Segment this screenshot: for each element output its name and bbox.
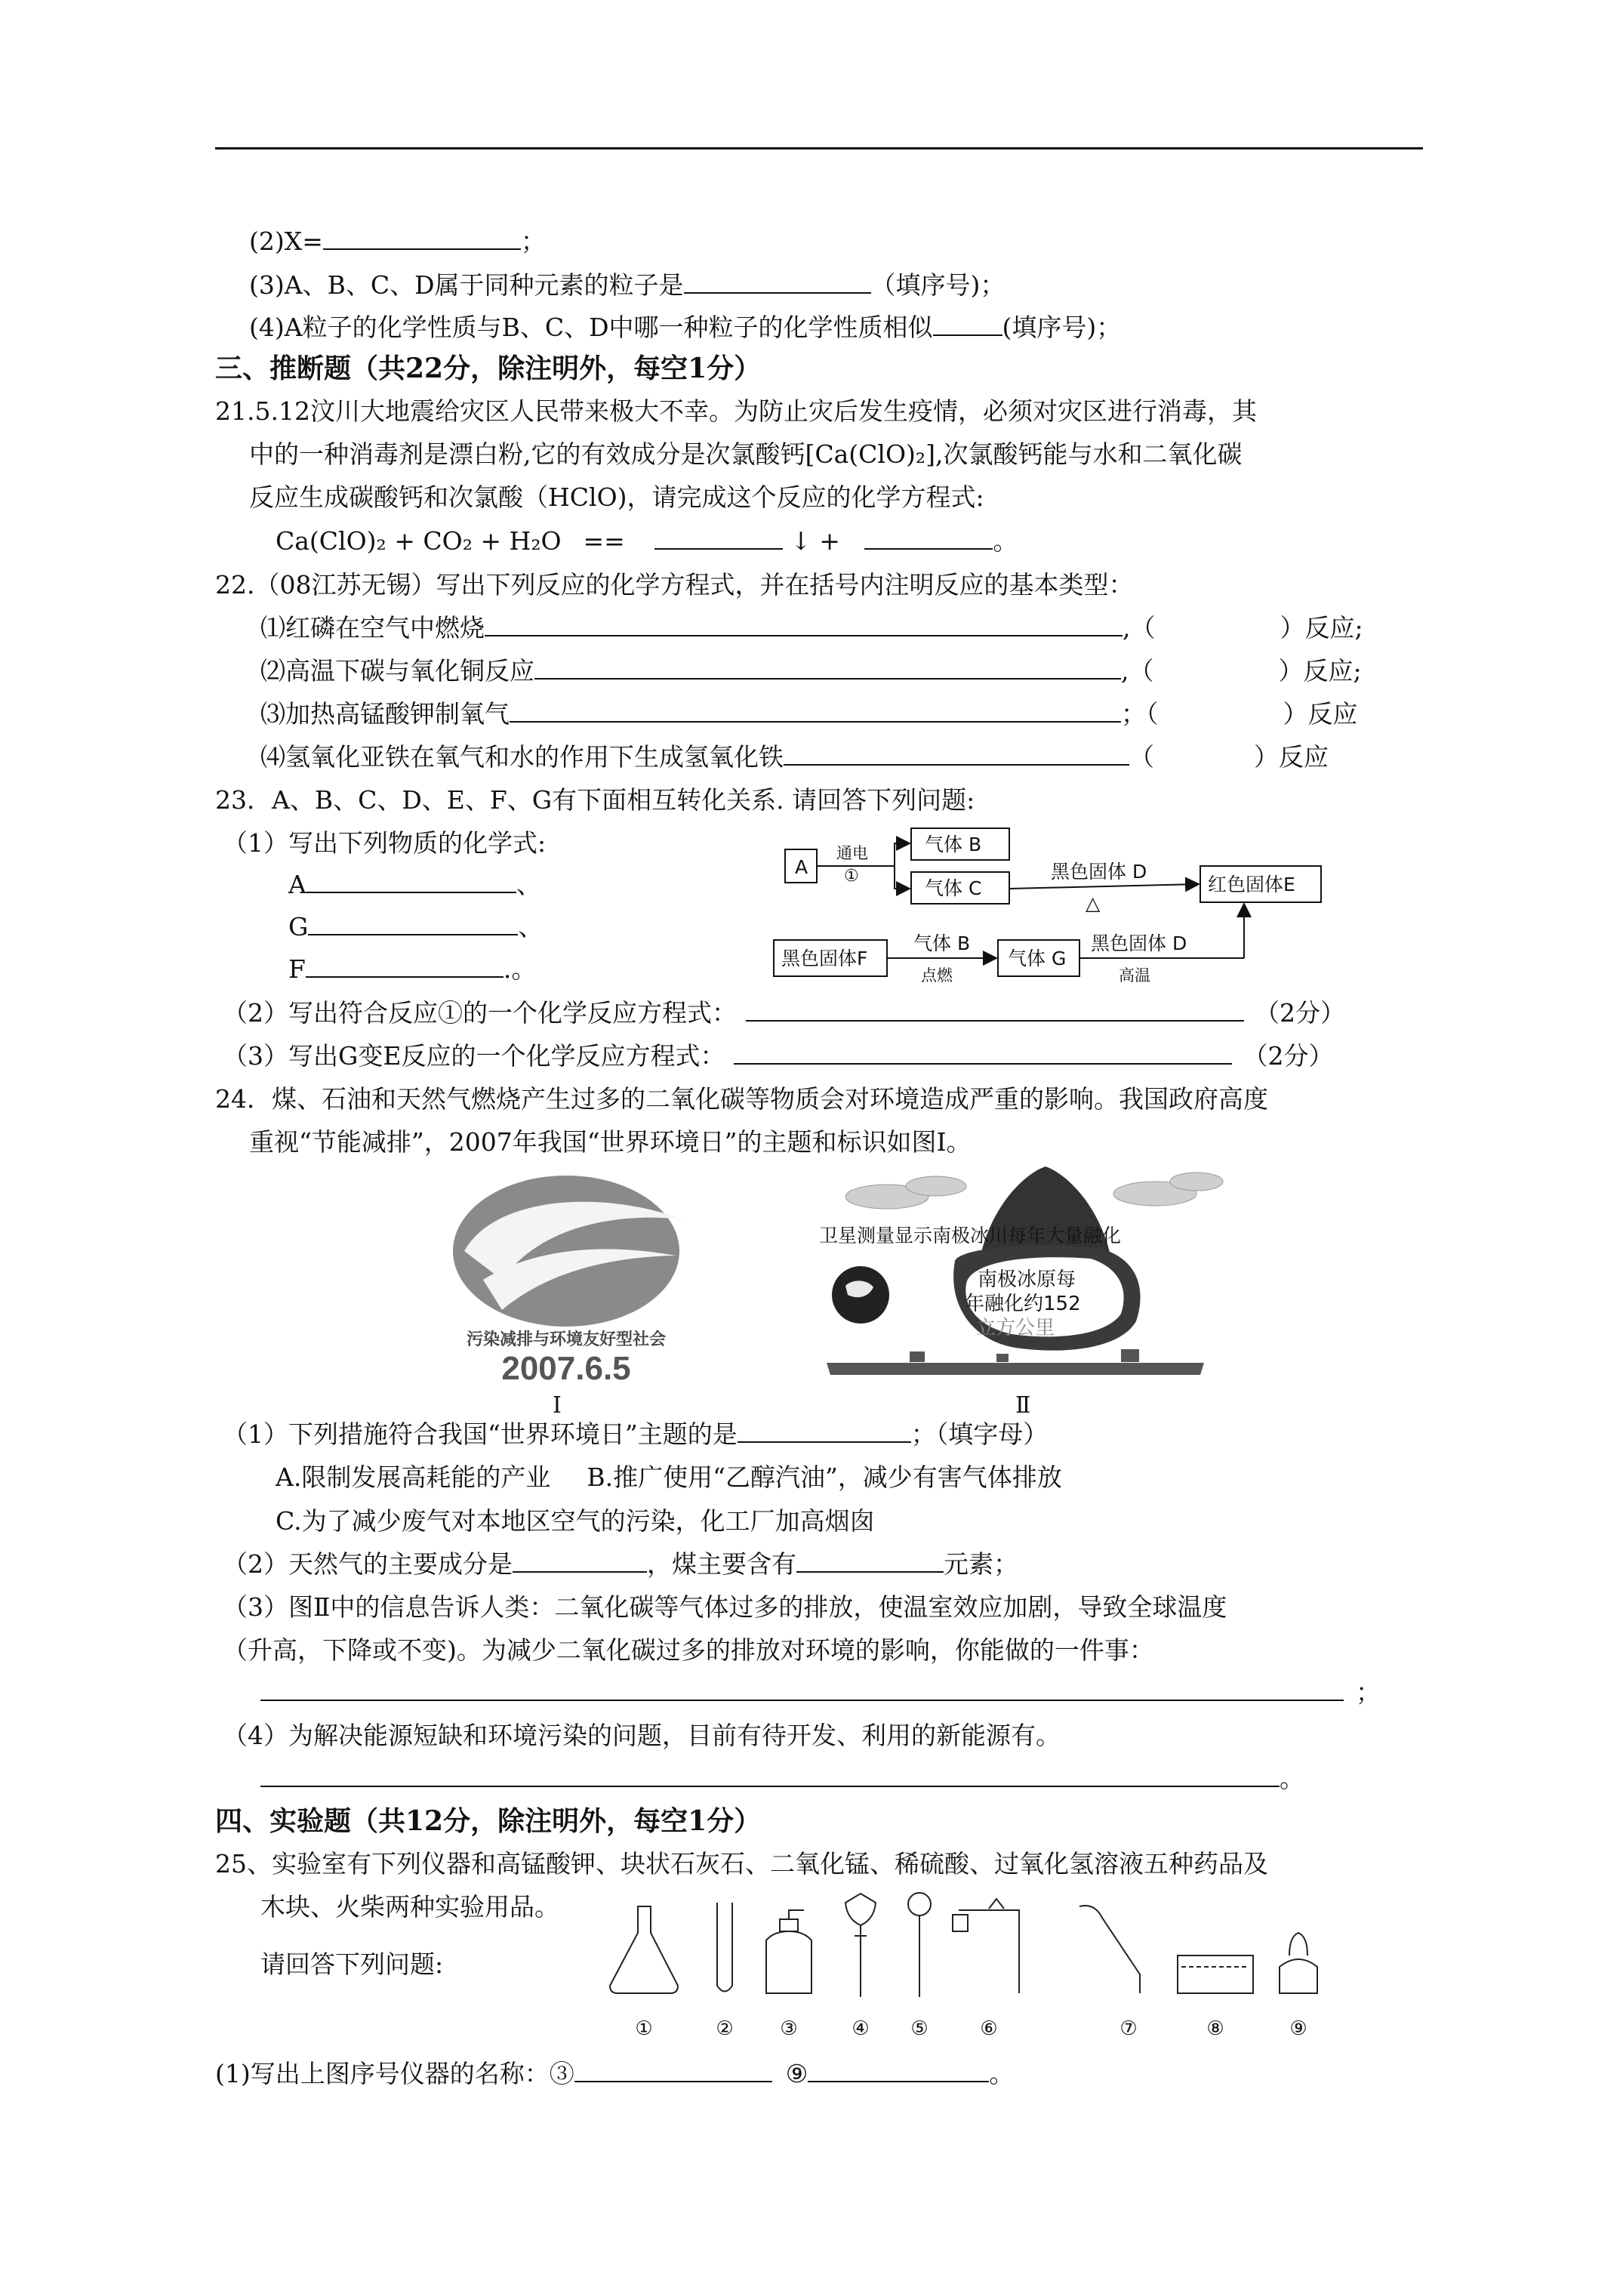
apparatus-number-3: ③: [780, 2017, 798, 2040]
q23-part3-score: （2分）: [1243, 1041, 1334, 1071]
q23-part3-blank[interactable]: [734, 1040, 1232, 1065]
long-neck-funnel-icon: [908, 1893, 931, 1915]
q23-formula-a: [288, 868, 541, 901]
q25-part1-end: 。: [989, 2059, 1015, 2088]
fig2-caption-text: 卫星测量显示南极冰川每年大量融化: [819, 1225, 1122, 1247]
q22-item-2-label: ⑵高温下碳与氧化铜反应: [260, 656, 534, 686]
q24-part1: [223, 1418, 1048, 1451]
q22-item-2-blank[interactable]: [534, 655, 1121, 680]
diagram-circle1-text: ①: [844, 867, 859, 886]
q23-part2-label: （2）写出符合反应①的一个化学反应方程式：: [223, 998, 737, 1028]
q21-blank-2[interactable]: [864, 525, 993, 550]
apparatus-number-1: ①: [635, 2017, 653, 2040]
q23-intro: 23．A、B、C、D、E、F、G有下面相互转化关系. 请回答下列问题:: [215, 785, 975, 815]
diagram-gas-b2-text: 气体 B: [913, 932, 971, 954]
q23-part3: [223, 1040, 1333, 1073]
q24-part4-end: 。: [1280, 1764, 1304, 1793]
q22-item-4-label: ⑷氢氧化亚铁在氧气和水的作用下生成氢氧化铁: [260, 742, 784, 772]
q24-part2: [223, 1548, 1018, 1581]
q23-formula-g-blank[interactable]: [308, 911, 518, 935]
conical-flask-icon: [610, 1906, 678, 1993]
q24-part2-blank-2[interactable]: [796, 1549, 944, 1573]
q24-option-b-text: B.推广使用“乙醇汽油”，减少有害气体排放: [587, 1462, 1062, 1492]
q24-part2-label: （2）天然气的主要成分是: [223, 1549, 513, 1579]
q23-formula-g: [288, 911, 543, 944]
diagram-gas-b-text: 气体 B: [925, 834, 982, 855]
q22-item-1: [260, 612, 1363, 645]
q24-part4: （4）为解决能源短缺和环境污染的问题，目前有待开发、利用的新能源有。: [223, 1721, 1061, 1750]
apparatus-number-4: ④: [852, 2017, 870, 2040]
q21-eq-left: Ca(ClO)₂ + CO₂ + H₂O: [276, 526, 562, 556]
apparatus-number-9: ⑨: [1289, 2017, 1307, 2040]
q24-part3-end: ；: [1356, 1678, 1381, 1707]
fig2-inner-line3: 立方公里: [976, 1317, 1055, 1339]
q22-item-2-end: ,（ ）反应;: [1121, 656, 1362, 686]
q21-eq-end: 。: [993, 526, 1018, 556]
q24-part3-line1: （3）图Ⅱ中的信息告诉人类：二氧化碳等气体过多的排放，使温室效应加剧，导致全球温度: [223, 1592, 1227, 1622]
figure-label-2: Ⅱ: [1015, 1392, 1031, 1419]
apparatus-number-2: ②: [716, 2017, 734, 2040]
q24-part3-line2: （升高，下降或不变)。为减少二氧化碳过多的排放对环境的影响，你能做的一件事：: [223, 1635, 1154, 1665]
q25-line3: 请回答下列问题:: [260, 1949, 444, 1979]
q20-part2-label: (2)X=: [249, 227, 323, 256]
diagram-high-temp-text: 高温: [1119, 966, 1150, 985]
q24-part4-blank[interactable]: [260, 1763, 1280, 1787]
q23-formula-a-blank[interactable]: [306, 869, 516, 893]
q23-formula-f-blank[interactable]: [306, 954, 504, 978]
apparatus-number-5: ⑤: [910, 2017, 929, 2040]
q20-part4-label: (4)A粒子的化学性质与B、C、D中哪一种粒子的化学性质相似: [249, 313, 933, 342]
separatory-funnel-icon: [845, 1894, 876, 1925]
q24-line1: 24．煤、石油和天然气燃烧产生过多的二氧化碳等物质会对环境造成严重的影响。我国政府高度: [215, 1084, 1268, 1114]
q20-part3-label: (3)A、B、C、D属于同种元素的粒子是: [249, 270, 684, 300]
q23-part2-blank[interactable]: [746, 997, 1244, 1022]
q22-item-1-label: ⑴红磷在空气中燃烧: [260, 613, 485, 643]
apparatus-number-7: ⑦: [1119, 2017, 1138, 2040]
q23-part2-score: （2分）: [1255, 998, 1345, 1028]
environment-day-logo: [411, 1166, 721, 1385]
q24-option-a: [276, 1461, 1062, 1494]
q20-part2: [249, 225, 546, 258]
q24-option-a-text: A.限制发展高耗能的产业: [276, 1462, 551, 1492]
q24-part2-middle: ，煤主要含有: [647, 1549, 796, 1579]
q23-part2: [223, 997, 1345, 1030]
q24-part3-blank[interactable]: [260, 1677, 1344, 1701]
q24-part2-blank-1[interactable]: [513, 1549, 647, 1573]
q24-line2: 重视“节能减排”，2007年我国“世界环境日”的主题和标识如图Ⅰ。: [249, 1127, 972, 1157]
logo-slogan-text: 污染减排与环境友好型社会: [466, 1330, 667, 1349]
q22-item-1-blank[interactable]: [485, 612, 1123, 636]
q24-part2-end: 元素；: [944, 1549, 1018, 1579]
section3-title: 三、推断题（共22分，除注明外，每空1分）: [215, 353, 762, 384]
q25-blank-3[interactable]: [574, 2058, 772, 2082]
q24-part1-label: （1）下列措施符合我国“世界环境日”主题的是: [223, 1419, 738, 1449]
diagram-black-d-text: 黑色固体 D: [1051, 861, 1147, 883]
q21-equation: [276, 525, 1018, 558]
figure-label-1: Ⅰ: [553, 1392, 562, 1419]
q25-part1: [215, 2057, 1014, 2091]
q21-line1: 21.5.12汶川大地震给灾区人民带来极大不幸。为防止灾后发生疫情，必须对灾区进行消毒，其: [215, 396, 1257, 426]
q23-formula-a-end: 、: [516, 870, 541, 899]
q22-item-3: [260, 698, 1358, 731]
q22-item-3-blank[interactable]: [510, 698, 1121, 723]
q22-item-1-end: ,（ ）反应;: [1123, 613, 1363, 643]
header-rule: [215, 147, 1423, 149]
logo-date-text: 2007.6.5: [501, 1350, 631, 1385]
lab-apparatus-figure: [596, 1872, 1427, 2054]
q21-line2: 中的一种消毒剂是漂白粉,它的有效成分是次氯酸钙[Ca(ClO)₂],次氯酸钙能与水和二氧化碳: [249, 439, 1243, 469]
q20-part2-end: ；: [520, 227, 546, 256]
q23-part1: （1）写出下列物质的化学式:: [223, 828, 547, 858]
q20-part3-blank[interactable]: [684, 270, 871, 294]
diagram-electrolysis-text: 通电: [836, 844, 868, 862]
q25-part1-mid: ⑨: [785, 2059, 808, 2088]
q25-part1-label: (1)写出上图序号仪器的名称：③: [215, 2059, 574, 2088]
q21-eq-arrow: ↓ +: [790, 526, 840, 556]
fig2-inner-line2: 年融化约152: [965, 1293, 1081, 1315]
q22-item-3-end: ；（ ）反应: [1121, 699, 1358, 729]
q22-item-2: [260, 655, 1362, 688]
q25-blank-9[interactable]: [808, 2058, 989, 2082]
antarctic-melting-figure: [804, 1159, 1242, 1378]
q24-option-c: C.为了减少废气对本地区空气的污染，化工厂加高烟囱: [276, 1506, 875, 1536]
fig2-inner-line1: 南极冰原每: [978, 1268, 1076, 1291]
apparatus-number-6: ⑥: [980, 2017, 998, 2040]
diagram-gas-c-text: 气体 C: [925, 877, 982, 899]
q23-formula-g-label: G: [288, 912, 309, 942]
diagram-gas-g-text: 气体 G: [1008, 948, 1067, 969]
diagram-black-d2-text: 黑色固体 D: [1091, 932, 1187, 954]
rubber-tube-delivery-icon: [1079, 1906, 1140, 1993]
alcohol-lamp-icon: [1289, 1933, 1307, 1955]
q21-blank-1[interactable]: [654, 525, 783, 550]
water-trough-icon: [1178, 1955, 1253, 1993]
q24-part3-answer: [260, 1676, 1381, 1709]
q24-part1-end: ；（填字母）: [910, 1419, 1049, 1449]
q23-formula-g-end: 、: [518, 912, 544, 942]
q24-part4-answer: [260, 1762, 1304, 1795]
q21-eq-equals: ==: [583, 526, 625, 556]
q22-item-3-label: ⑶加热高锰酸钾制氧气: [260, 699, 510, 729]
diagram-red-e-text: 红色固体E: [1208, 874, 1295, 895]
diagram-a-text: A: [795, 856, 808, 878]
q20-part3: [249, 269, 1005, 302]
q23-formula-f-end: .。: [503, 954, 537, 984]
q24-part1-blank[interactable]: [738, 1419, 911, 1443]
q23-part3-label: （3）写出G变E反应的一个化学反应方程式：: [223, 1041, 725, 1071]
q23-formula-f-label: F: [288, 954, 306, 984]
q22-intro: 22.（08江苏无锡）写出下列反应的化学方程式，并在括号内注明反应的基本类型：: [215, 570, 1134, 599]
q25-line1: 25、实验室有下列仪器和高锰酸钾、块状石灰石、二氧化锰、稀硫酸、过氧化氢溶液五种药品及: [215, 1849, 1268, 1878]
q25-line2: 木块、火柴两种实验用品。: [260, 1892, 559, 1922]
q22-item-4: [260, 741, 1329, 774]
q22-item-4-blank[interactable]: [784, 741, 1129, 766]
q23-reaction-diagram: [770, 819, 1329, 989]
apparatus-number-8: ⑧: [1206, 2017, 1224, 2040]
q20-part3-end: （填序号)；: [870, 270, 1006, 300]
q22-item-4-end: （ ）反应: [1129, 742, 1329, 772]
section4-title: 四、实验题（共12分，除注明外，每空1分）: [215, 1805, 762, 1837]
diagram-ignite-text: 点燃: [921, 966, 953, 985]
diagram-black-f-text: 黑色固体F: [781, 948, 868, 969]
q23-formula-f: [288, 953, 536, 986]
diagram-triangle-text: △: [1086, 892, 1101, 914]
q20-part4-end: (填序号)；: [1002, 313, 1122, 342]
test-tube-icon: [717, 1903, 732, 1992]
q21-line3: 反应生成碳酸钙和次氯酸（HClO)，请完成这个反应的化学方程式:: [249, 482, 984, 512]
reagent-bottle-icon: [766, 1931, 812, 1993]
q20-part4-blank[interactable]: [933, 312, 1002, 336]
q20-x-blank[interactable]: [323, 226, 521, 250]
q23-formula-a-label: A: [288, 870, 306, 899]
q20-part4: [249, 311, 1121, 344]
